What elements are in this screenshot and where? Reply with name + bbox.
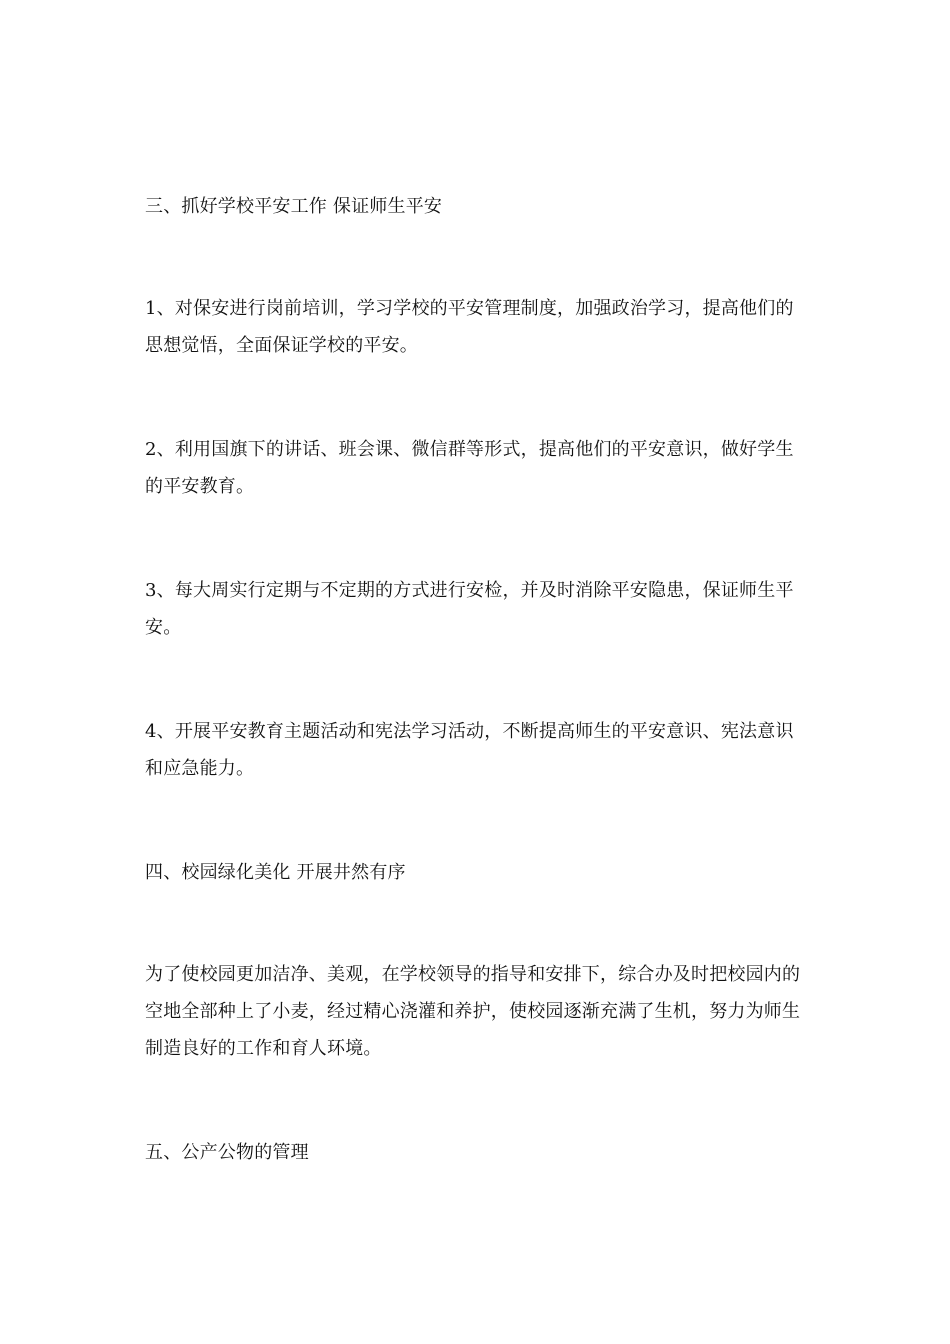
section-heading-greening: 四、校园绿化美化 开展井然有序 xyxy=(145,862,406,883)
section-heading-public-property: 五、公产公物的管理 xyxy=(145,1142,309,1163)
paragraph-safety-1: 1、对保安进行岗前培训，学习学校的平安管理制度，加强政治学习，提高他们的思想觉悟，全面保证学校的平安。 xyxy=(145,298,794,356)
paragraph-safety-2: 2、利用国旗下的讲话、班会课、微信群等形式，提高他们的平安意识，做好学生的平安教育。 xyxy=(145,439,794,497)
section-heading-safety: 三、抓好学校平安工作 保证师生平安 xyxy=(145,196,443,217)
paragraph-safety-4: 4、开展平安教育主题活动和宪法学习活动，不断提高师生的平安意识、宪法意识和应急能力。 xyxy=(145,721,794,779)
paragraph-safety-3: 3、每大周实行定期与不定期的方式进行安检，并及时消除平安隐患，保证师生平安。 xyxy=(145,580,794,638)
paragraph-greening-1: 为了使校园更加洁净、美观，在学校领导的指导和安排下，综合办及时把校园内的空地全部种上了小麦，经过精心浇灌和养护，使校园逐渐充满了生机，努力为师生制造良好的工作和育人环境。 xyxy=(145,964,801,1059)
